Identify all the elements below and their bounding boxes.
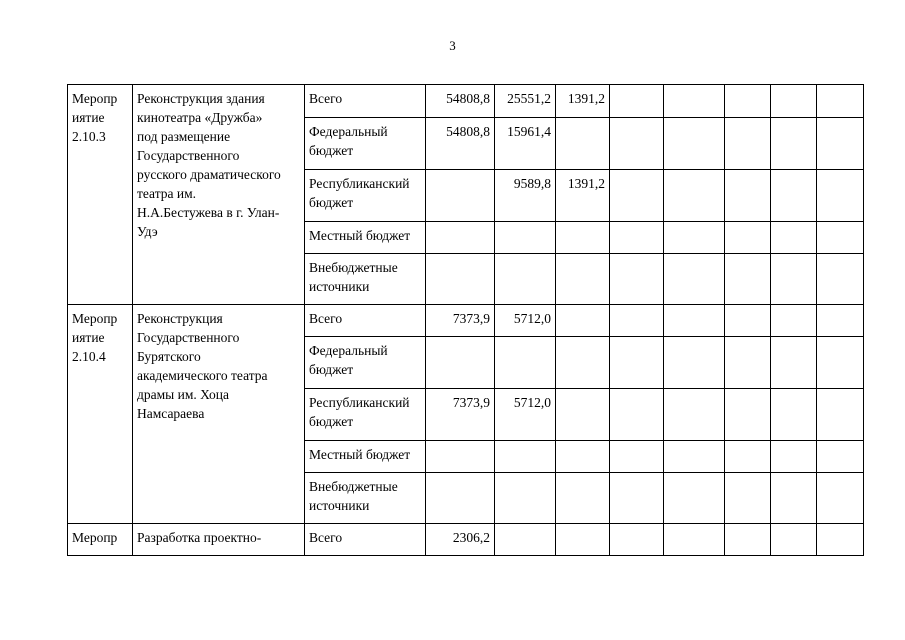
event-description-cell: Реконструкция здания кинотеатра «Дружба» под размещение Государственного русского драматического театра им. Н.А.Бестужева в г. Улан- Удэ: [133, 85, 305, 305]
amount-cell: [495, 473, 556, 524]
amount-cell: 25551,2: [495, 85, 556, 118]
amount-cell: [817, 473, 864, 524]
amount-cell: [556, 305, 610, 337]
amount-cell: [556, 473, 610, 524]
amount-cell: [771, 170, 817, 222]
amount-cell: [556, 389, 610, 441]
funding-source-cell: Внебюджетные источники: [305, 473, 426, 524]
amount-cell: [725, 170, 771, 222]
funding-source-cell: Местный бюджет: [305, 441, 426, 473]
funding-source-cell: Местный бюджет: [305, 222, 426, 254]
budget-table: [67, 84, 898, 556]
event-code-cell: Меропр иятие 2.10.3: [68, 85, 133, 305]
amount-cell: [725, 254, 771, 305]
amount-cell: [664, 118, 725, 170]
amount-cell: [725, 389, 771, 441]
amount-cell: [725, 524, 771, 556]
funding-source-cell: Федеральный бюджет: [305, 118, 426, 170]
budget-table-body: [68, 85, 898, 556]
event-description-cell: Разработка проектно-: [133, 524, 305, 556]
amount-cell: [771, 222, 817, 254]
amount-cell: 5712,0: [495, 305, 556, 337]
amount-cell: [664, 85, 725, 118]
amount-cell: 1391,2: [556, 170, 610, 222]
table-row: [68, 85, 898, 118]
amount-cell: [771, 85, 817, 118]
amount-cell: [725, 441, 771, 473]
amount-cell: [817, 170, 864, 222]
amount-cell: [426, 337, 495, 389]
amount-cell: [426, 170, 495, 222]
amount-cell: [664, 337, 725, 389]
amount-cell: [725, 337, 771, 389]
amount-cell: [495, 524, 556, 556]
amount-cell: [556, 254, 610, 305]
amount-cell: [426, 254, 495, 305]
funding-source-cell: Республиканский бюджет: [305, 170, 426, 222]
amount-cell: [664, 524, 725, 556]
amount-cell: [664, 389, 725, 441]
amount-cell: [426, 441, 495, 473]
amount-cell: [664, 222, 725, 254]
amount-cell: 5712,0: [495, 389, 556, 441]
amount-cell: [725, 305, 771, 337]
event-code-cell: Меропр иятие 2.10.4: [68, 305, 133, 524]
amount-cell: [610, 524, 664, 556]
amount-cell: [817, 254, 864, 305]
amount-cell: [610, 389, 664, 441]
amount-cell: [610, 441, 664, 473]
amount-cell: [817, 337, 864, 389]
amount-cell: [664, 305, 725, 337]
page-number: 3: [449, 38, 456, 53]
amount-cell: 54808,8: [426, 118, 495, 170]
amount-cell: [426, 222, 495, 254]
amount-cell: [817, 441, 864, 473]
amount-cell: [610, 305, 664, 337]
amount-cell: [771, 441, 817, 473]
amount-cell: [664, 254, 725, 305]
table-row: [68, 524, 898, 556]
funding-source-cell: Федеральный бюджет: [305, 337, 426, 389]
table-row: [68, 305, 898, 337]
amount-cell: [610, 85, 664, 118]
amount-cell: 9589,8: [495, 170, 556, 222]
amount-cell: 1391,2: [556, 85, 610, 118]
amount-cell: [610, 118, 664, 170]
funding-source-cell: Всего: [305, 524, 426, 556]
amount-cell: [556, 222, 610, 254]
amount-cell: [664, 170, 725, 222]
amount-cell: [426, 473, 495, 524]
amount-cell: [771, 389, 817, 441]
amount-cell: [495, 254, 556, 305]
amount-cell: [556, 441, 610, 473]
amount-cell: [495, 222, 556, 254]
amount-cell: [495, 441, 556, 473]
amount-cell: [771, 305, 817, 337]
amount-cell: 2306,2: [426, 524, 495, 556]
amount-cell: [664, 473, 725, 524]
amount-cell: [725, 85, 771, 118]
amount-cell: [556, 118, 610, 170]
amount-cell: [771, 337, 817, 389]
amount-cell: [610, 222, 664, 254]
amount-cell: [610, 170, 664, 222]
amount-cell: [725, 118, 771, 170]
amount-cell: [725, 222, 771, 254]
amount-cell: [664, 441, 725, 473]
funding-source-cell: Всего: [305, 85, 426, 118]
amount-cell: [771, 524, 817, 556]
amount-cell: [817, 524, 864, 556]
amount-cell: [817, 389, 864, 441]
amount-cell: 7373,9: [426, 305, 495, 337]
amount-cell: [610, 254, 664, 305]
amount-cell: 15961,4: [495, 118, 556, 170]
funding-source-cell: Всего: [305, 305, 426, 337]
amount-cell: 54808,8: [426, 85, 495, 118]
amount-cell: [817, 222, 864, 254]
amount-cell: [610, 473, 664, 524]
amount-cell: [817, 118, 864, 170]
amount-cell: [610, 337, 664, 389]
amount-cell: [556, 524, 610, 556]
amount-cell: [556, 337, 610, 389]
amount-cell: [771, 118, 817, 170]
amount-cell: [495, 337, 556, 389]
amount-cell: [771, 473, 817, 524]
amount-cell: [817, 305, 864, 337]
amount-cell: 7373,9: [426, 389, 495, 441]
amount-cell: [771, 254, 817, 305]
event-description-cell: Реконструкция Государственного Бурятского академического театра драмы им. Хоца Намсараева: [133, 305, 305, 524]
funding-source-cell: Внебюджетные источники: [305, 254, 426, 305]
amount-cell: [817, 85, 864, 118]
funding-source-cell: Республиканский бюджет: [305, 389, 426, 441]
amount-cell: [725, 473, 771, 524]
event-code-cell: Меропр: [68, 524, 133, 556]
